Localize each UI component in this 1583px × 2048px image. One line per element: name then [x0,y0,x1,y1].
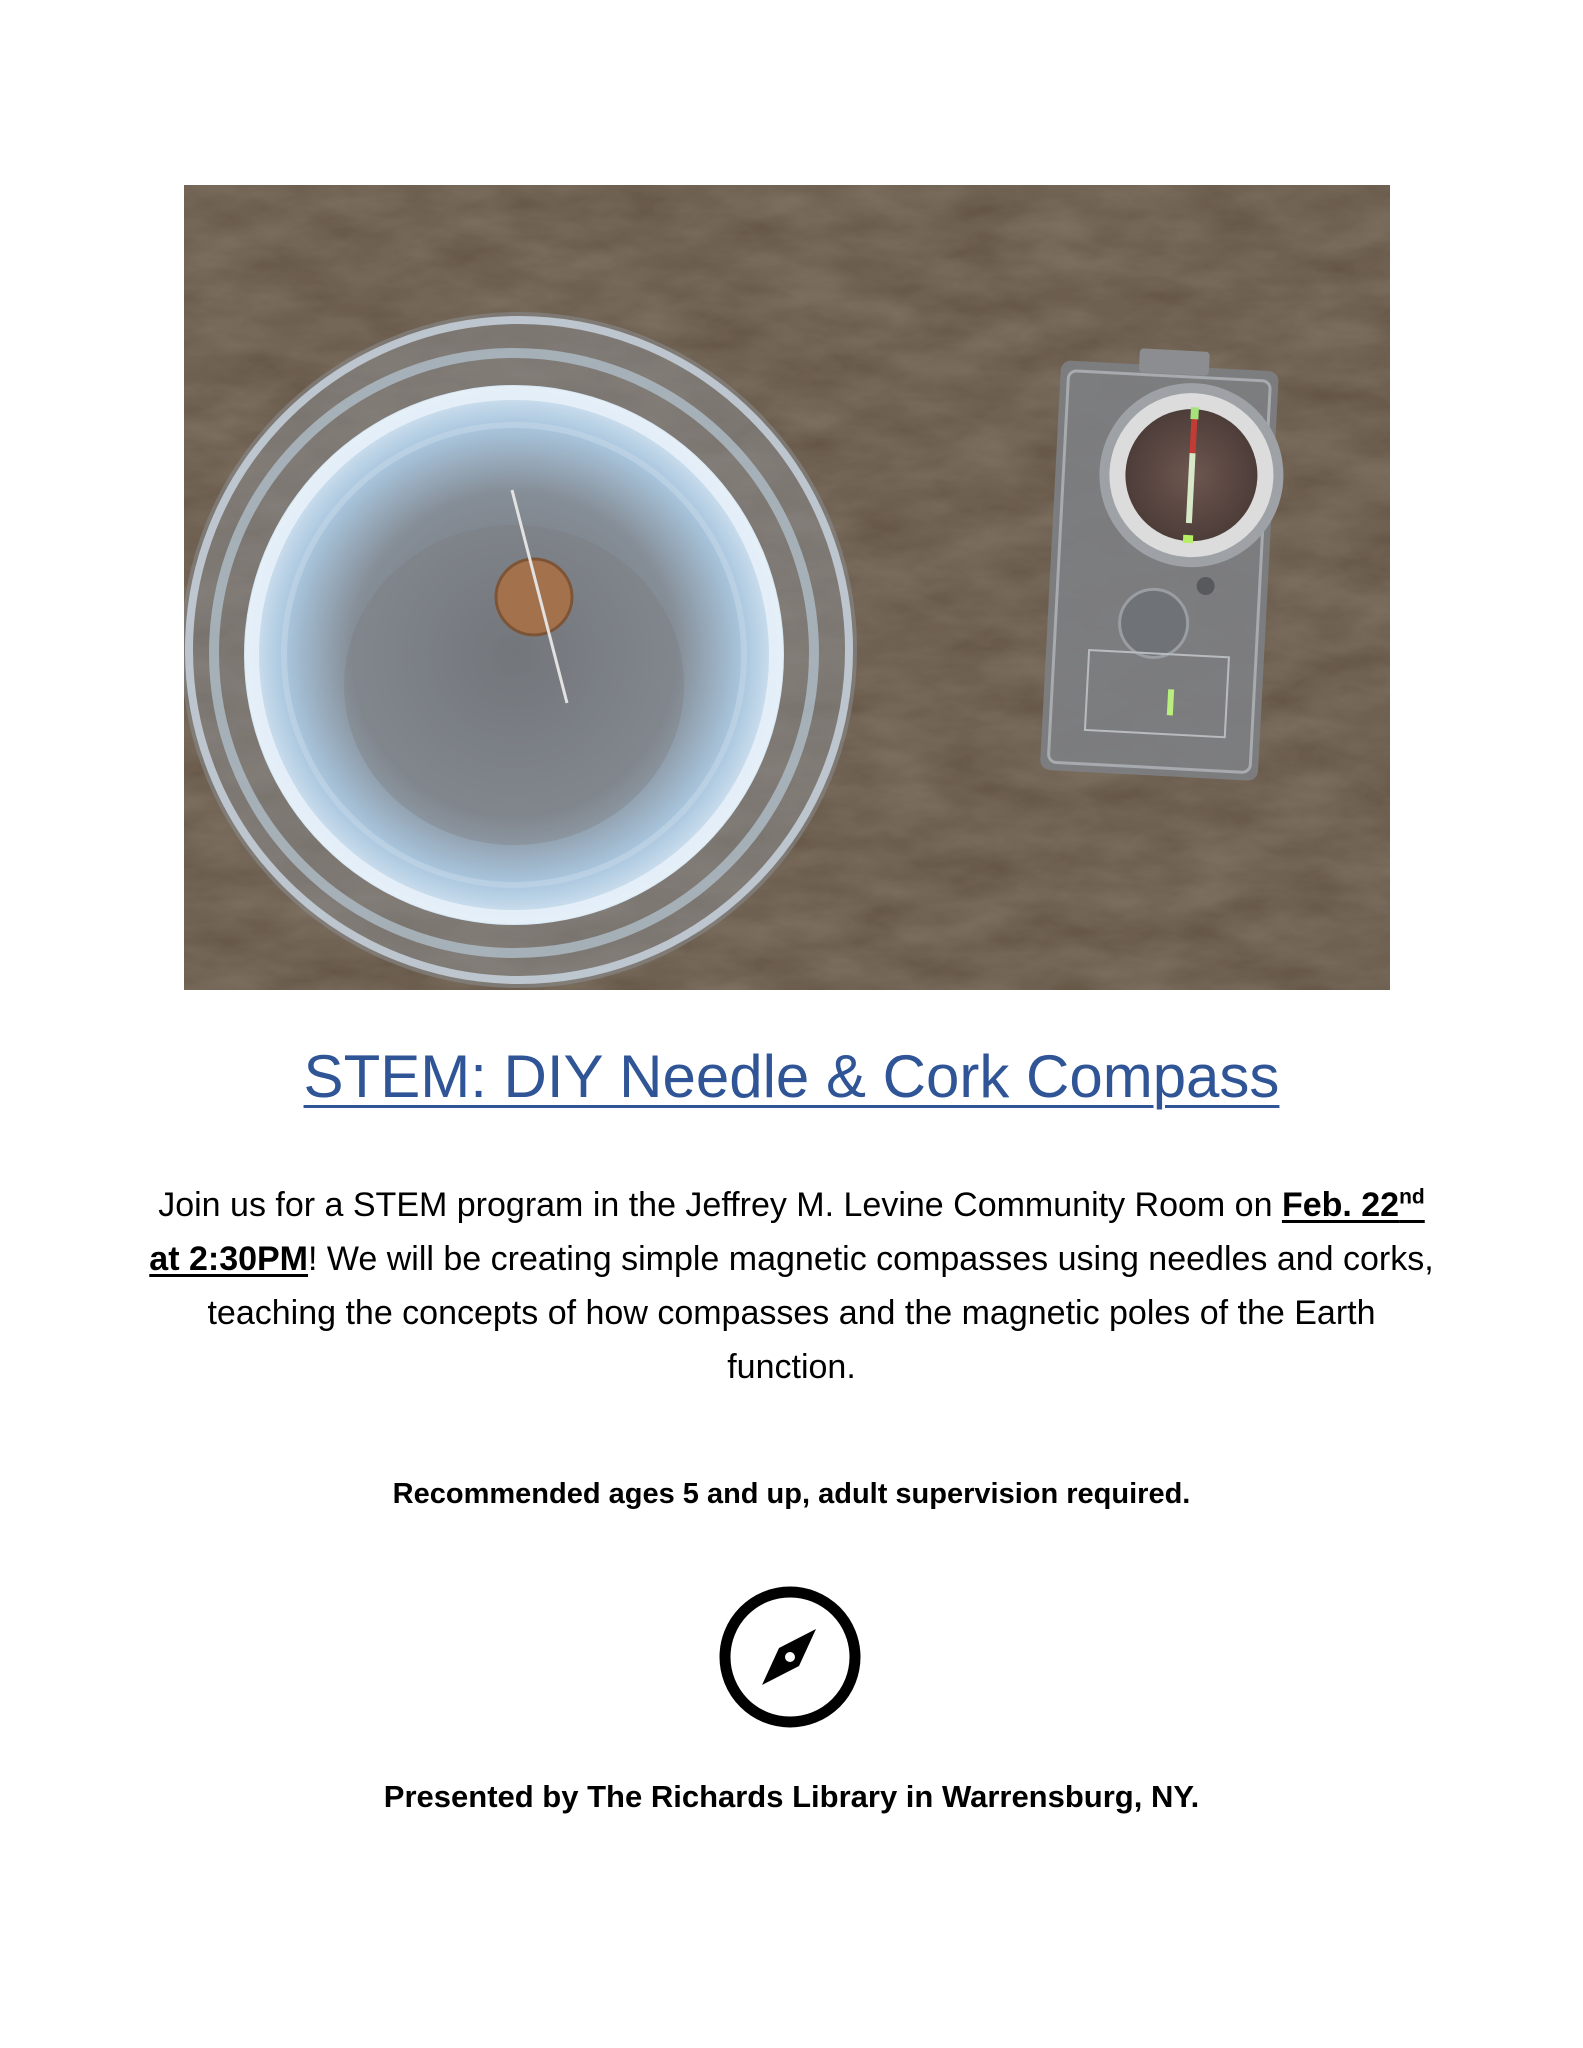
presenter-credit: Presented by The Richards Library in Warrensburg, NY. [383,1779,1200,1814]
description-rest: ! We will be creating simple magnetic compasses using needles and corks, teaching the concepts of how compasses and the magnetic poles of the Earth function. [207,1240,1434,1386]
age-recommendation: Recommended ages 5 and up, adult supervision required. [392,1478,1191,1510]
event-date-time: at 2:30PM [149,1240,309,1278]
page-title: STEM: DIY Needle & Cork Compass [303,1043,1280,1110]
event-date-day: Feb. 22 [1281,1186,1400,1224]
compass-photo [184,185,1390,990]
program-description [140,1178,1443,1394]
description-intro: Join us for a STEM program in the Jeffrey M. Levine Community Room on [158,1186,1282,1224]
compass-icon [716,1583,864,1731]
event-date-suffix: nd [1399,1185,1425,1209]
